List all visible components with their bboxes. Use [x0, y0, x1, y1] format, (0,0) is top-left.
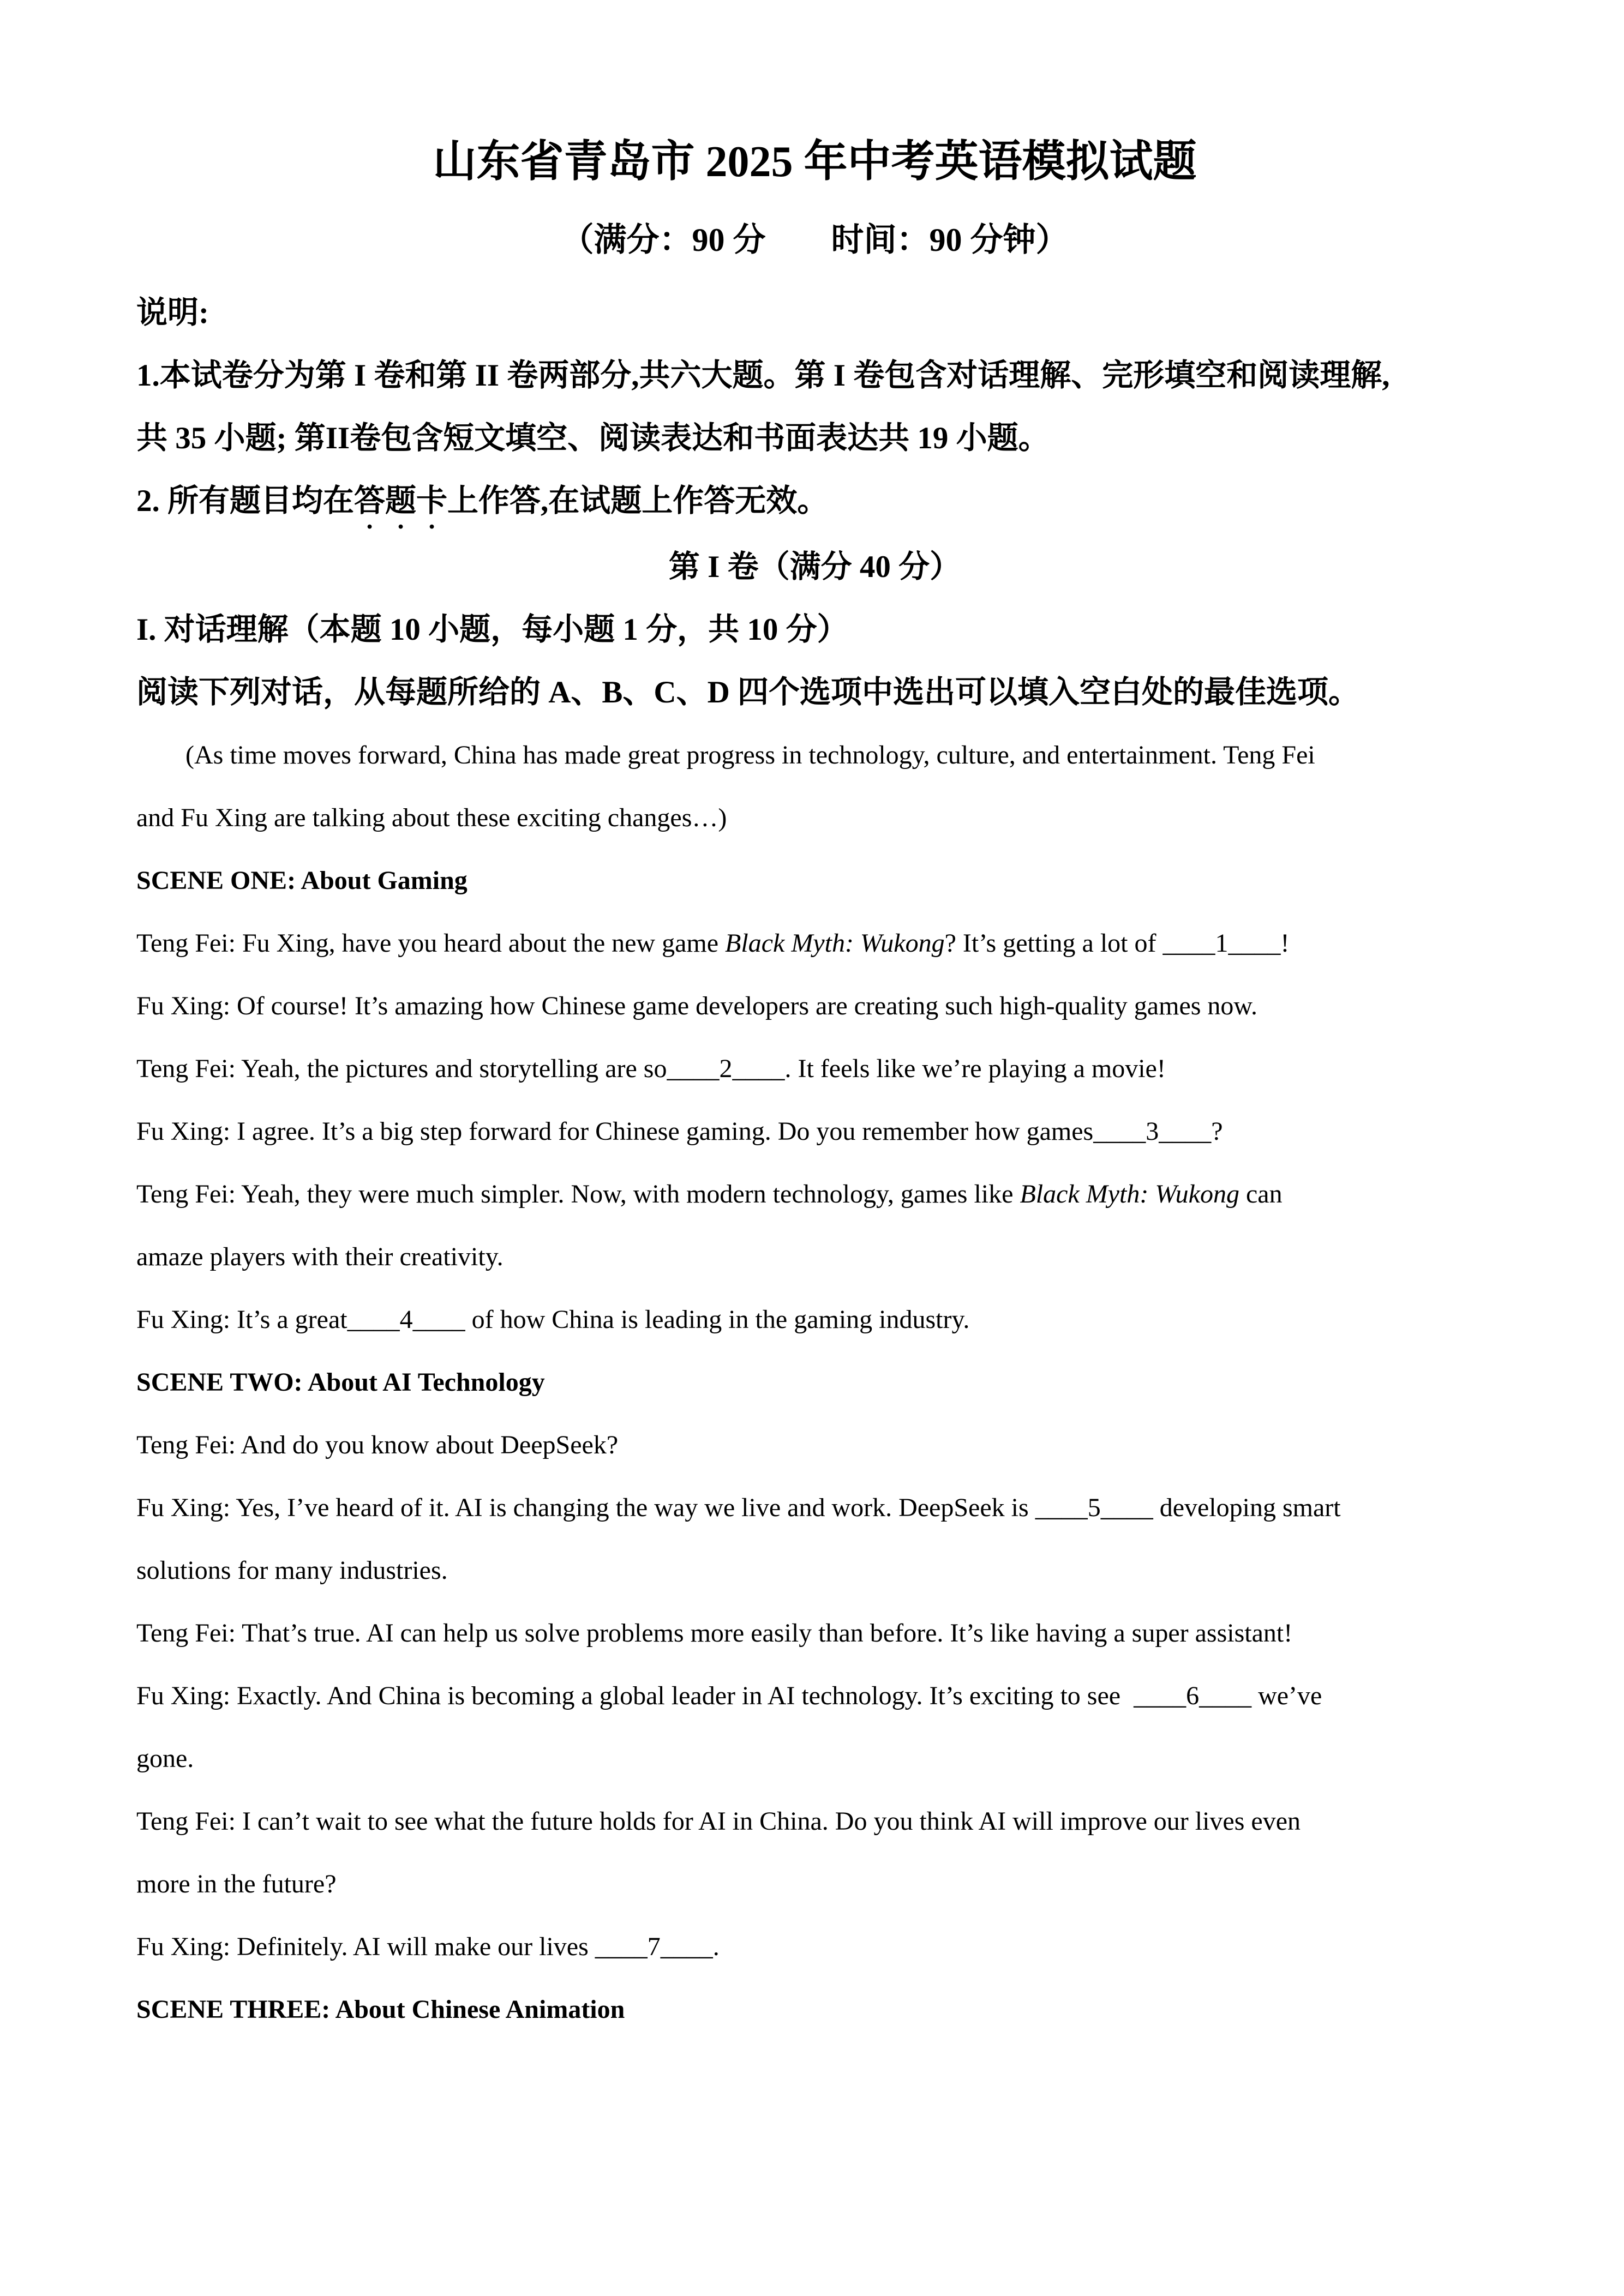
- dialogue-line: [136, 1539, 1493, 1602]
- document-lines: [136, 281, 1493, 2041]
- text-run: !: [1280, 929, 1290, 958]
- text-run: Teng Fei: And do you know about DeepSeek?: [136, 1431, 619, 1459]
- text-run: of how China is leading in the gaming industry.: [465, 1305, 970, 1334]
- text-run: .: [712, 1932, 720, 1961]
- dialogue-intro-line-1: [136, 724, 1493, 786]
- text-run: ? It’s getting a lot of: [944, 929, 1163, 958]
- document-title: 山东省青岛市 2025 年中考英语模拟试题: [433, 138, 1197, 186]
- text-run: 第 I 卷（满分 40 分）: [668, 550, 961, 584]
- dialogue-line: [136, 1288, 1493, 1351]
- answer-blank-6: ____6____: [1134, 1681, 1252, 1710]
- text-run: 共 35 小题; 第II卷包含短文填空、阅读表达和书面表达共 19 小题。: [136, 421, 1050, 455]
- text-run: 2. 所有题目均在: [136, 484, 354, 518]
- answer-blank-2: ____2____: [667, 1054, 785, 1083]
- scene-two-heading: [136, 1351, 1493, 1414]
- text-run: 上作答,在试题上作答无效。: [447, 484, 829, 518]
- text-run: Fu Xing: Of course! It’s amazing how Chinese game developers are creating such high-quality games now.: [136, 991, 1257, 1020]
- text-run: gone.: [136, 1744, 194, 1773]
- text-run: can: [1239, 1180, 1283, 1209]
- text-run: Teng Fei: That’s true. AI can help us solve problems more easily than before. It’s like having a super assistant!: [136, 1619, 1293, 1648]
- dialogue-line: [136, 1602, 1493, 1664]
- text-run: we’ve: [1251, 1681, 1322, 1710]
- text-run: Teng Fei: I can’t wait to see what the future holds for AI in China. Do you think AI will improve our lives even: [136, 1807, 1301, 1836]
- dialogue-line: [136, 1853, 1493, 1915]
- emphasized-text: 答题卡: [354, 484, 447, 518]
- document-subtitle: （满分：90 分 时间：90 分钟）: [561, 222, 1069, 258]
- answer-blank-1: ____1____: [1162, 929, 1281, 958]
- text-run: Teng Fei: Yeah, the pictures and storytelling are so: [136, 1054, 667, 1083]
- dialogue-line: [136, 1476, 1493, 1539]
- dialogue-line: [136, 1163, 1493, 1225]
- answer-blank-7: ____7____: [595, 1932, 713, 1961]
- text-run: SCENE THREE: About Chinese Animation: [136, 1995, 625, 2024]
- dialogue-line: [136, 912, 1493, 975]
- text-run: 说明:: [136, 296, 209, 330]
- section-1-directions: [136, 661, 1493, 724]
- text-run: Fu Xing: It’s a great: [136, 1305, 347, 1334]
- answer-blank-3: ____3____: [1093, 1117, 1212, 1146]
- text-run: Fu Xing: I agree. It’s a big step forward for Chinese gaming. Do you remember how games: [136, 1117, 1094, 1146]
- text-run: Fu Xing: Exactly. And China is becoming a global leader in AI technology. It’s exciting to see: [136, 1681, 1134, 1710]
- text-run: amaze players with their creativity.: [136, 1242, 504, 1271]
- section-1-heading: [136, 598, 1493, 661]
- text-run: Black Myth: Wukong: [725, 929, 945, 958]
- text-run: SCENE TWO: About AI Technology: [136, 1368, 545, 1397]
- dialogue-line: [136, 1915, 1493, 1978]
- text-run: 阅读下列对话，从每题所给的 A、B、C、D 四个选项中选出可以填入空白处的最佳选项。: [136, 675, 1360, 710]
- text-run: 1.本试卷分为第 I 卷和第 II 卷两部分,共六大题。第 I 卷包含对话理解、完形填空和阅读理解,: [136, 358, 1390, 393]
- text-run: more in the future?: [136, 1870, 337, 1898]
- text-run: SCENE ONE: About Gaming: [136, 866, 468, 895]
- scene-one-heading: [136, 849, 1493, 912]
- instruction-1-line-1: [136, 344, 1493, 407]
- text-run: . It feels like we’re playing a movie!: [784, 1054, 1166, 1083]
- text-run: ?: [1211, 1117, 1223, 1146]
- dialogue-line: [136, 1727, 1493, 1790]
- text-run: Fu Xing: Definitely. AI will make our lives: [136, 1932, 595, 1961]
- instruction-2: [136, 470, 1493, 536]
- text-run: developing smart: [1153, 1493, 1341, 1522]
- dialogue-line: [136, 1414, 1493, 1476]
- instructions-label: [136, 281, 1493, 344]
- text-run: Teng Fei: Yeah, they were much simpler. Now, with modern technology, games like: [136, 1180, 1020, 1209]
- text-run: (As time moves forward, China has made great progress in technology, culture, and entertainment. Teng Fei: [185, 741, 1315, 770]
- text-run: Black Myth: Wukong: [1020, 1180, 1239, 1209]
- text-run: solutions for many industries.: [136, 1556, 448, 1585]
- dialogue-line: [136, 1037, 1493, 1100]
- part-1-heading: [136, 536, 1493, 598]
- instruction-1-line-2: [136, 407, 1493, 470]
- dialogue-line: [136, 1664, 1493, 1727]
- dialogue-intro-line-2: [136, 786, 1493, 849]
- text-run: I. 对话理解（本题 10 小题，每小题 1 分，共 10 分）: [136, 612, 848, 647]
- answer-blank-5: ____5____: [1035, 1493, 1153, 1522]
- text-run: Fu Xing: Yes, I’ve heard of it. AI is changing the way we live and work. DeepSeek is: [136, 1493, 1035, 1522]
- text-run: and Fu Xing are talking about these exciting changes…): [136, 803, 727, 832]
- dialogue-line: [136, 975, 1493, 1037]
- dialogue-line: [136, 1790, 1493, 1853]
- dialogue-line: [136, 1225, 1493, 1288]
- answer-blank-4: ____4____: [347, 1305, 465, 1334]
- dialogue-line: [136, 1100, 1493, 1163]
- text-run: Teng Fei: Fu Xing, have you heard about the new game: [136, 929, 726, 958]
- scene-three-heading: [136, 1978, 1493, 2041]
